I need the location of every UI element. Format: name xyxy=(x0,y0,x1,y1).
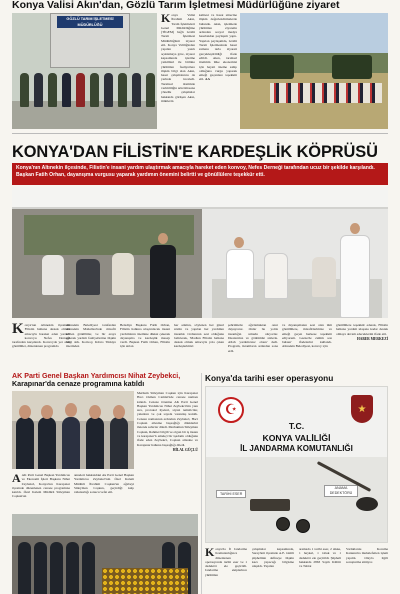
column-text: onya'nın Altınekin ilçesinde Filistin halkına destek olmak amacıyla hareket eden yardım konvoyu Nefes Derneği tarafından karşılandı. Konvoyda yer alan gönüllüler, düzenlenen programda xyxy=(12,323,70,349)
bottom-right-column-3 xyxy=(299,547,341,594)
bottom-right-body xyxy=(205,547,388,594)
gendarmerie-emblem-icon: ★ xyxy=(351,395,373,423)
photo-person xyxy=(146,73,155,107)
photo-person xyxy=(82,542,95,594)
photo-coin xyxy=(276,517,290,531)
column-text: onya Valisi İbrahim Akın, Tarım İşletmeleri Genel Müdürlüğüne (TİGEM) bağlı Gözlü Tarım İşletmesi Müdürlüğünü ziyaret etti. Konya Valiliğinden yapılan yazılı açıklamaya göre, ziyaret kapsamında işletme yetkilileri ile birlikte yürütülen faaliyetlere ilişkin bilgi alan Akın, hasat çalışmalarını da yerinde inceledi. Tarımsal üretimde verimliliğin artırılmasına yönelik çalışmalar hakkında görüşen Akın, ürünlerin xyxy=(161,13,195,103)
headline-black-line: Karapınar'da cenaze programına katıldı xyxy=(12,379,145,388)
top-headline: Konya Valisi Akın'dan, Gözlü Tarım İşletmesi Müdürlüğüne ziyaret xyxy=(12,0,340,11)
photo-face xyxy=(41,405,53,419)
photo-person xyxy=(20,73,29,107)
column-text: şehrimizde ağırlamaktan onur duyuyoruz. Onlar bu yolda insanlığın umudu oluyorlar. Dualarımız ve gönlümüz sizlerle. Allah yardımcınız olsun' dedi. Program, ikramların ardından sona erdi. xyxy=(228,323,278,353)
photo-crowd xyxy=(270,83,382,103)
bottom-left-side-text xyxy=(137,391,198,511)
bottom-right-headline: Konya'da tarihi eser operasyonu xyxy=(205,373,334,383)
photo-harvester xyxy=(332,55,372,79)
plaque-line-3: İL JANDARMA KOMUTANLIĞI xyxy=(240,444,353,453)
column-divider xyxy=(201,373,202,594)
bottom-left-body xyxy=(12,473,134,511)
photo-person xyxy=(110,417,128,469)
main-deck: Konya'nın Altınekin ilçesinde, Filistin'e insani yardım ulaştırmak amacıyla hareket eden konvoy, Nefes Derneği tarafından ucuz bir şekilde karşılandı. Başkan Fatih Orhan, dayanışma vurgusu yaparak yardımın önemini belirtti ve gönüllülere teşekkür etti. xyxy=(12,163,388,185)
drop-cap: K xyxy=(161,13,171,25)
drop-cap: K xyxy=(205,547,215,559)
bottom-left-column-2 xyxy=(74,473,134,511)
photo-person xyxy=(42,255,64,295)
plaque-line-2-text: KONYA VALİLİĞİ xyxy=(262,433,331,443)
column-text: her adımın, söylenen her güzel sözün ve yapılan her yardımın insanlık vicdanının sesi olduğunu belirterek, 'Madlen Filistin halkına destek olmak amacıyla yola çıkan kardeşlerimizi xyxy=(174,323,224,349)
bottom-left-photo-mourners xyxy=(12,391,134,469)
column-text: ve dayanışmanın sesi olan tüm gönüllülere, misafirlerimize ve emeği geçen herkese teşekkür ediyorum. Gazze'de zulüm son bulsun' ifadelerini kullandı. Altınekin Belediyesi, konvoy için xyxy=(282,323,332,349)
drop-cap: A xyxy=(12,473,21,485)
top-story-byline: AA xyxy=(205,77,210,82)
photo-face xyxy=(113,405,125,419)
main-headline: KONYA'DAN FİLİSTİN'E KARDEŞLİK KÖPRÜSÜ xyxy=(12,143,378,161)
photo-person xyxy=(34,73,43,107)
photo-face xyxy=(65,403,77,417)
photo-harvester xyxy=(250,55,294,79)
photo-face xyxy=(19,405,31,419)
bottom-right-photo-seized-items xyxy=(205,386,388,543)
photo-face xyxy=(89,405,101,419)
photo-head xyxy=(350,223,360,234)
main-column-7 xyxy=(336,323,388,369)
photo-person xyxy=(112,253,134,295)
photo-person xyxy=(76,73,85,107)
photo-person xyxy=(48,73,57,107)
column-text: onya'da İl Jandarma Komutanlığınca düzenlenen operasyonda tarihi eser ve 1 dedektör ele geçirildi. Jandarma ekiplerince yürütülen xyxy=(205,547,247,577)
photo-person xyxy=(312,257,336,297)
bottom-left-photo-funeral xyxy=(12,514,198,594)
bottom-right-column-1 xyxy=(205,547,247,594)
crescent-star-seal-icon: ☪ xyxy=(218,397,244,423)
column-text: Varlıklarını Koruma Kanunu'na muhalefetten işlem yapıldı. Olayla ilgili soruşturma sürüyor. xyxy=(346,547,388,564)
main-column-3 xyxy=(120,323,170,369)
photo-person xyxy=(38,417,56,469)
photo-person xyxy=(86,417,104,469)
column-text: Merhum Süleyman Coşkun için Karapınar Hacı Osman Camisi'nde cenaze namazı kılındı. Cenaze törenine AK Parti Genel Başkan Yardımcısı Nihat Zeybekci'nin yanı sıra, protokol üyeleri, siyasi temsilciler, yakınları ve çok sayıda vatandaş katıldı. Cenaze namazının ardından Zeybekci, Haci Coşkun ailesine başsağlığı dileklerini ileterek sabırlar diledi. Merhumun Süleyman Coşkun, Rahmet bilgili ve olgun bir iş insanı ve karapınar'lı emekçi bir işadamı olduğunu ifade eden Zeybekci, Coşkun ailesine ve Karapınar halkına başsağlığı diledi. xyxy=(137,391,198,447)
photo-person xyxy=(132,73,141,107)
main-column-5 xyxy=(228,323,278,369)
section-divider xyxy=(12,133,388,134)
photo-tent xyxy=(12,187,388,209)
photo-person xyxy=(50,542,63,594)
top-story-column-2 xyxy=(199,13,237,129)
column-text: gönüllülere teşekkür ederek, Filistin halkına yardım ulaşana kadar destek olmaya devam edeceklerini ifade etti. xyxy=(336,323,388,336)
photo-person xyxy=(66,542,79,594)
photo-person xyxy=(16,417,34,469)
column-text: çalışmalar kapsamında, Sarayönü ilçesinde A.E. isimli şüphelinin defineye ilişkin kazı yapacağı bilgisine ulaşıldı. Yapılan xyxy=(252,547,294,569)
photo-wreath xyxy=(102,568,188,594)
main-column-1 xyxy=(12,323,70,369)
main-column-4 xyxy=(174,323,224,369)
column-text: AK Parti Genel Başkan Yardımcısı ve Ekonomi İşleri Başkanı Nihat Zeybekci, Konya'nın Karapınar ilçesinde düzenlenen cenaze programına katıldı. Özel Kalem Müdürü Süleyman Coşkun'un xyxy=(12,473,70,499)
column-text: Belediye Başkanı Fatih Orhan, Filistin halkına ulaştırılacak insani yardımların önemine dikkat çekerek dayanışma ve kardeşlik mesajı verdi. Başkan Fatih Orhan, Filistin için atılan xyxy=(120,323,170,349)
photo-person xyxy=(104,73,113,107)
bottom-left-headline xyxy=(12,373,200,389)
photo-head xyxy=(234,237,244,248)
bottom-right-column-4 xyxy=(346,547,388,594)
column-text: Altınekin Belediyesi tarafından Altınekin Mahallesi'nde misafir edilen gönüllüler, ve bir araya gelerek yardım faaliyetlerine ilişkin bilgi aldı. Konvoy, Kıbrıs Türkiye üzerinden xyxy=(66,323,116,349)
main-column-6 xyxy=(282,323,332,369)
photo-person xyxy=(264,253,288,299)
main-column-2 xyxy=(66,323,116,369)
column-text: aramada 1 tarihi eser, 2 sikke, 1 heykel, 1 tabak ve 1 dedektör ele geçirildi. Şüpheli hakkında 2863 Sayılı Kültür ve Tabiat xyxy=(299,547,341,569)
main-byline: HABER MERKEZİ xyxy=(356,336,388,341)
top-story-column-1 xyxy=(161,13,195,129)
main-story-body xyxy=(12,323,388,369)
photo-person xyxy=(34,542,47,594)
headline-red-line: AK Parti Genel Başkan Yardımcısı Nihat Zeybekci, xyxy=(12,372,181,380)
bottom-left-column-1 xyxy=(12,473,70,511)
top-photo-building-group xyxy=(12,13,157,129)
drop-cap: K xyxy=(12,323,24,337)
photo-head xyxy=(158,233,168,244)
photo-person xyxy=(62,73,71,107)
column-text: kalitesi ve hasat sürecine ilişkin değerlendirmelerde bulundu. Akın, işletmede yürütülen ziyaretin ardından sosyal medya hesabından paylaşım yaptı. Yapılan paylaşımda, Gözlü Tarım İşletmesinde hasat zamanı tarla ziyareti gerçekleştirildiği ifade edildi. Akın, tarımsal üretimin ülke ekonomisi için hayati öneme sahip olduğuna vurgu yaparak emeği geçenlere teşekkür etti. xyxy=(199,13,237,82)
top-photo-harvest-field xyxy=(240,13,388,129)
photo-artifact xyxy=(250,499,290,511)
main-photo-convoy-welcome xyxy=(12,187,388,318)
bottom-left-byline: HİLAL GÜÇLÜ xyxy=(172,447,198,452)
tag-detector: ANAMA DEDEKTÖRÜ xyxy=(324,485,358,497)
photo-sky xyxy=(12,514,198,536)
photo-person xyxy=(150,245,176,318)
photo-person xyxy=(340,235,370,318)
photo-person xyxy=(90,73,99,107)
plaque-line-1: T.C. xyxy=(288,421,305,431)
photo-person xyxy=(18,542,31,594)
photo-person xyxy=(226,249,254,299)
tag-historic-artifact: TARİHİ ESER xyxy=(216,490,246,498)
photo-person xyxy=(76,259,100,295)
column-text: anneleri hakkındaki Ak Parti Genel Başkan Yardımcısı Zeybekci'nin Özel Kalem Müdürü İbrahim Coşkun'un ağabeyi Süleyman Coşkun, geçirdiği kalp rahatsızlığı sonucu vefat etti. xyxy=(74,473,134,495)
photo-person xyxy=(62,417,80,469)
plaque-line-2 xyxy=(206,433,387,443)
photo-detector-coil xyxy=(356,497,378,511)
building-sign: GÖZLÜ TARIM İŞLETMESİ MÜDÜRLÜĞÜ xyxy=(57,16,123,28)
bottom-right-column-2 xyxy=(252,547,294,594)
photo-coin xyxy=(296,519,310,533)
photo-person xyxy=(118,73,127,107)
